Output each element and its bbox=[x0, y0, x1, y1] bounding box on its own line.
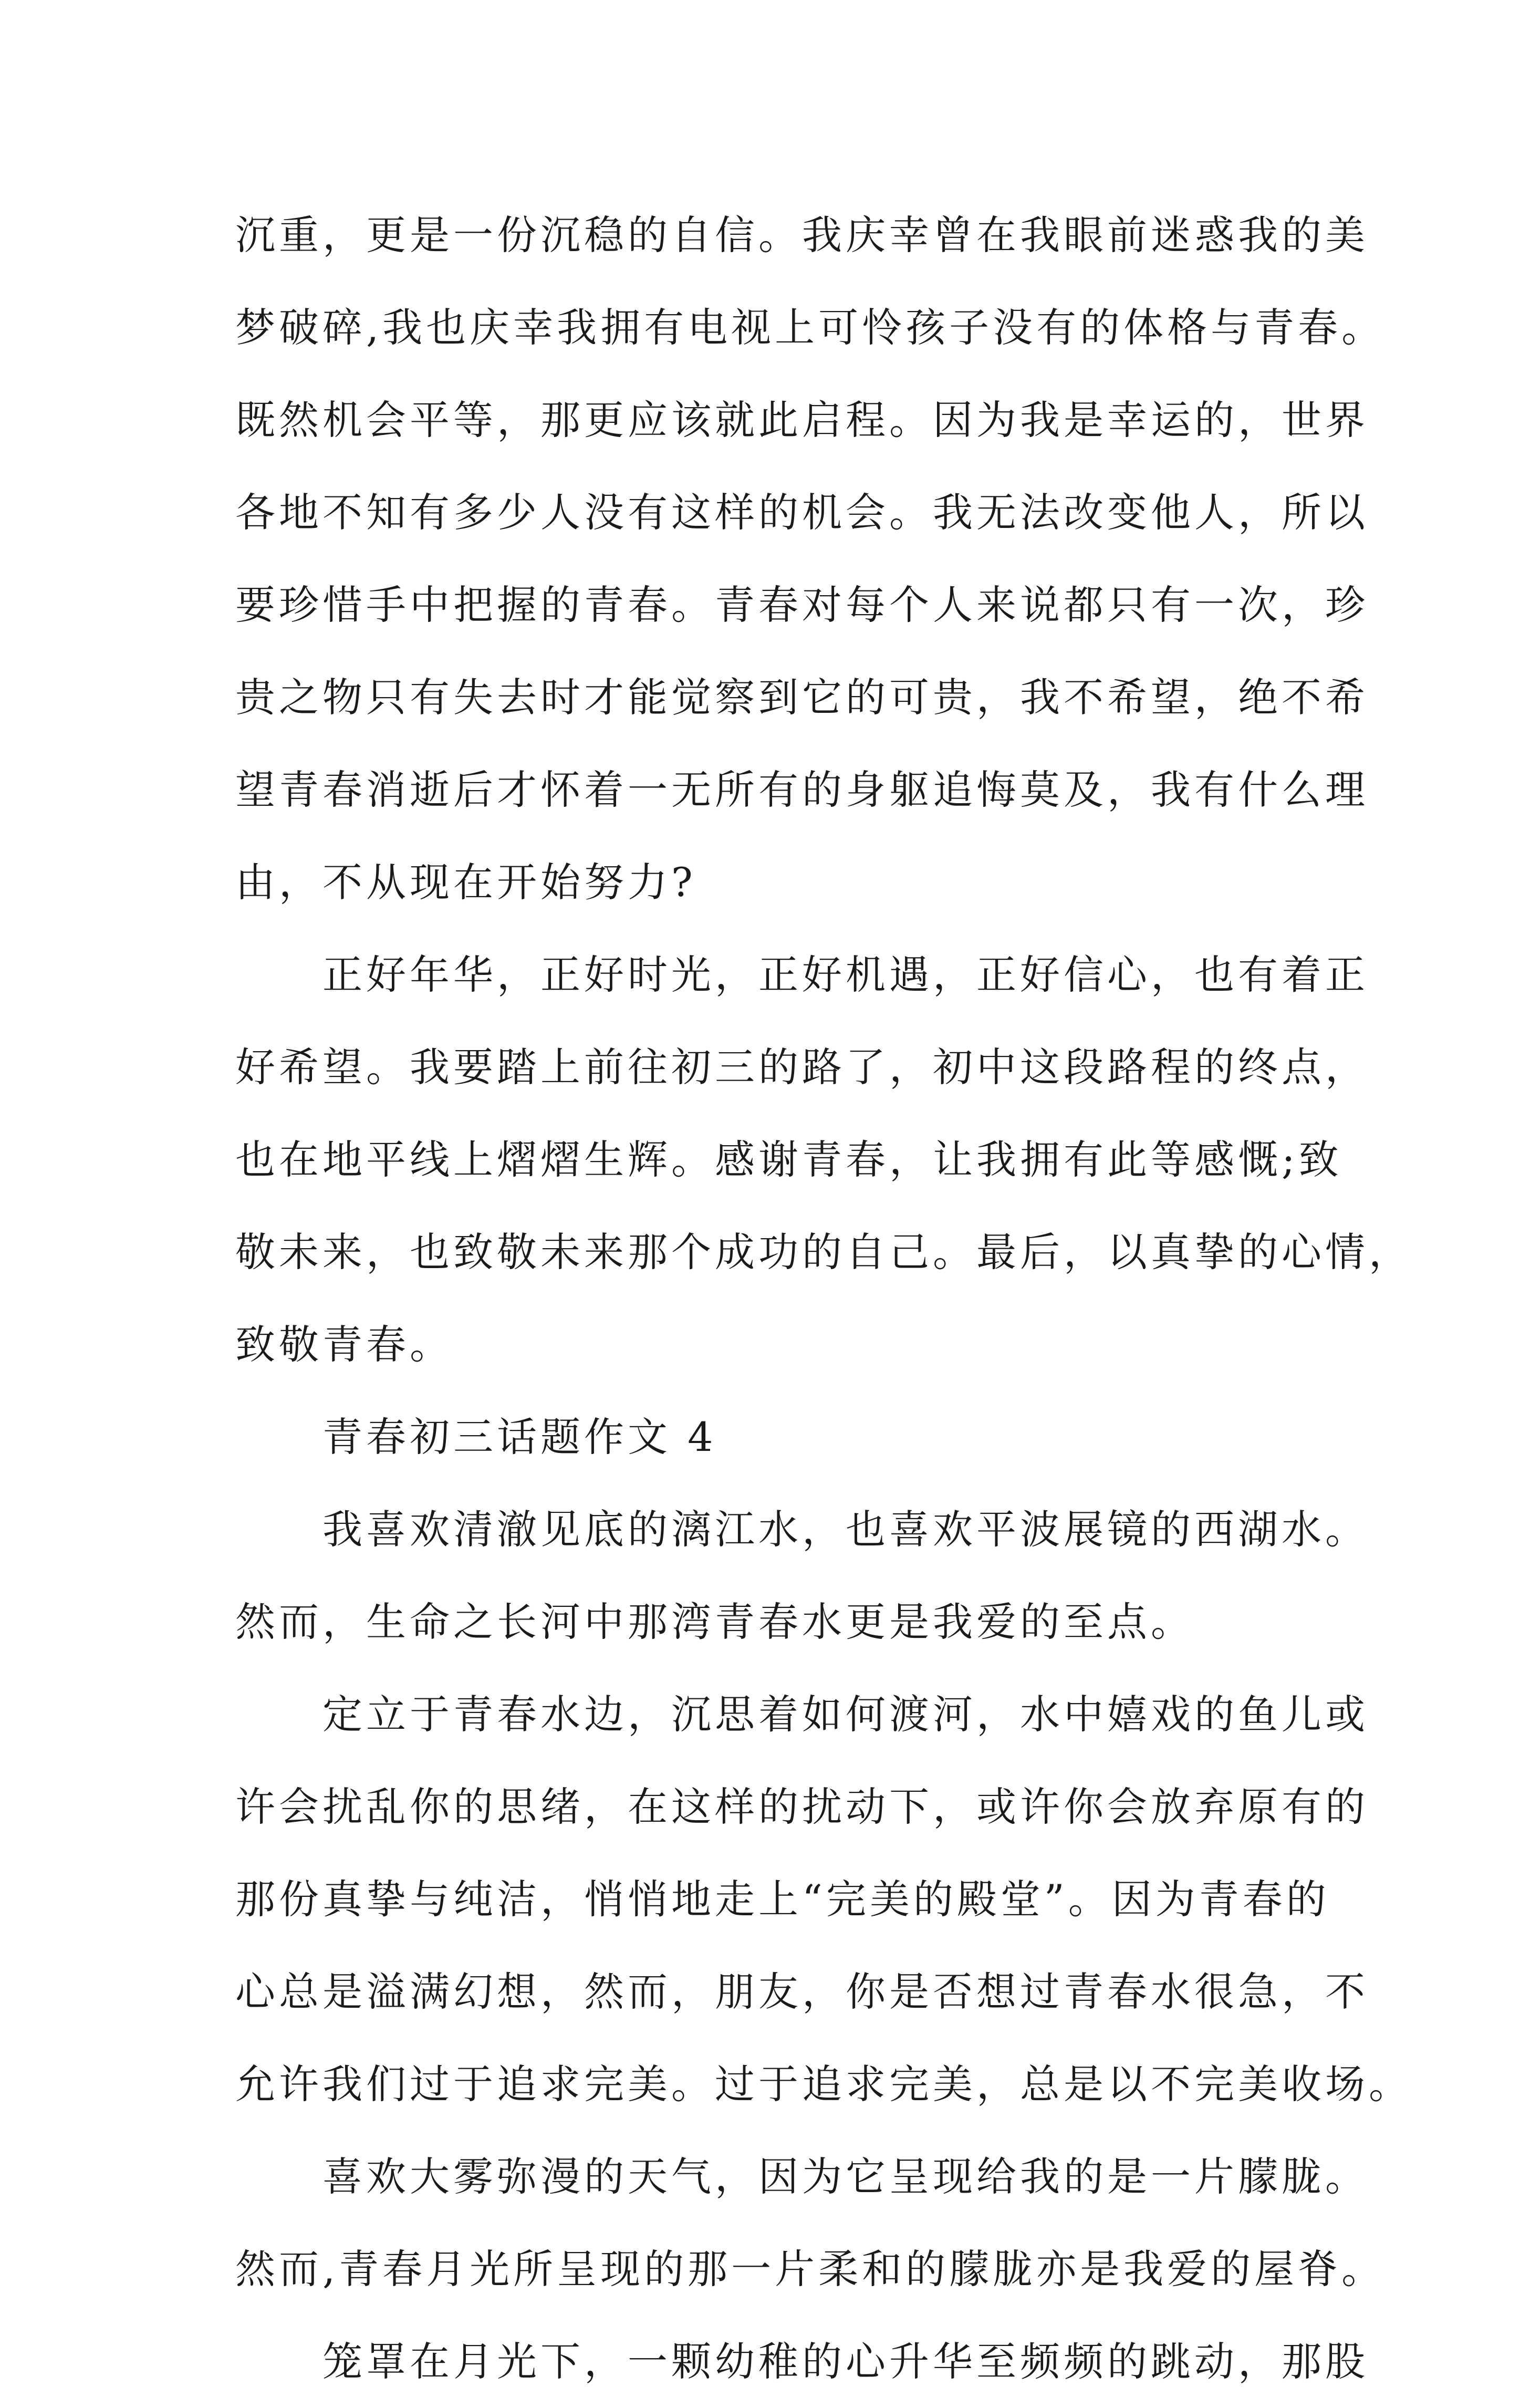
section-heading: 青春初三话题作文 4 bbox=[235, 1414, 717, 1460]
text-line: 望青春消逝后才怀着一无所有的身躯追悔莫及，我有什么理 bbox=[235, 766, 1369, 813]
text-line: 也在地平线上熠熠生辉。感谢青春，让我拥有此等感慨;致 bbox=[235, 1136, 1342, 1183]
text-line: 既然机会平等，那更应该就此启程。因为我是幸运的，世界 bbox=[235, 397, 1369, 443]
document-body bbox=[235, 189, 1412, 2408]
text-line: 敬未来，也致敬未来那个成功的自己。最后，以真挚的心情， bbox=[235, 1229, 1412, 1275]
text-line: 梦破碎,我也庆幸我拥有电视上可怜孩子没有的体格与青春。 bbox=[235, 304, 1386, 351]
text-line: 那份真挚与纯洁，悄悄地走上“完美的殿堂”。因为青春的 bbox=[235, 1876, 1330, 1923]
text-line: 许会扰乱你的思绪，在这样的扰动下，或许你会放弃原有的 bbox=[235, 1783, 1369, 1830]
text-line: 喜欢大雾弥漫的天气，因为它呈现给我的是一片朦胧。 bbox=[235, 2153, 1369, 2200]
text-line: 由，不从现在开始努力? bbox=[235, 859, 696, 906]
text-line: 我喜欢清澈见底的漓江水，也喜欢平波展镜的西湖水。 bbox=[235, 1506, 1369, 1553]
text-line: 要珍惜手中把握的青春。青春对每个人来说都只有一次，珍 bbox=[235, 582, 1369, 628]
text-line: 正好年华，正好时光，正好机遇，正好信心，也有着正 bbox=[235, 951, 1369, 998]
text-line: 各地不知有多少人没有这样的机会。我无法改变他人，所以 bbox=[235, 489, 1369, 536]
text-line: 致敬青春。 bbox=[235, 1321, 453, 1368]
text-line: 沉重，更是一份沉稳的自信。我庆幸曾在我眼前迷惑我的美 bbox=[235, 212, 1369, 258]
text-line: 心总是溢满幻想，然而，朋友，你是否想过青春水很急，不 bbox=[235, 1968, 1369, 2015]
text-line: 笼罩在月光下，一颗幼稚的心升华至频频的跳动，那股 bbox=[235, 2338, 1369, 2385]
text-line: 定立于青春水边，沉思着如何渡河，水中嬉戏的鱼儿或 bbox=[235, 1691, 1369, 1738]
text-line: 好希望。我要踏上前往初三的路了，初中这段路程的终点， bbox=[235, 1044, 1369, 1091]
text-line: 允许我们过于追求完美。过于追求完美，总是以不完美收场。 bbox=[235, 2061, 1412, 2108]
text-line: 然而,青春月光所呈现的那一片柔和的朦胧亦是我爱的屋脊。 bbox=[235, 2246, 1386, 2292]
text-line: 贵之物只有失去时才能觉察到它的可贵，我不希望，绝不希 bbox=[235, 674, 1369, 721]
text-line: 然而，生命之长河中那湾青春水更是我爱的至点。 bbox=[235, 1599, 1194, 1645]
